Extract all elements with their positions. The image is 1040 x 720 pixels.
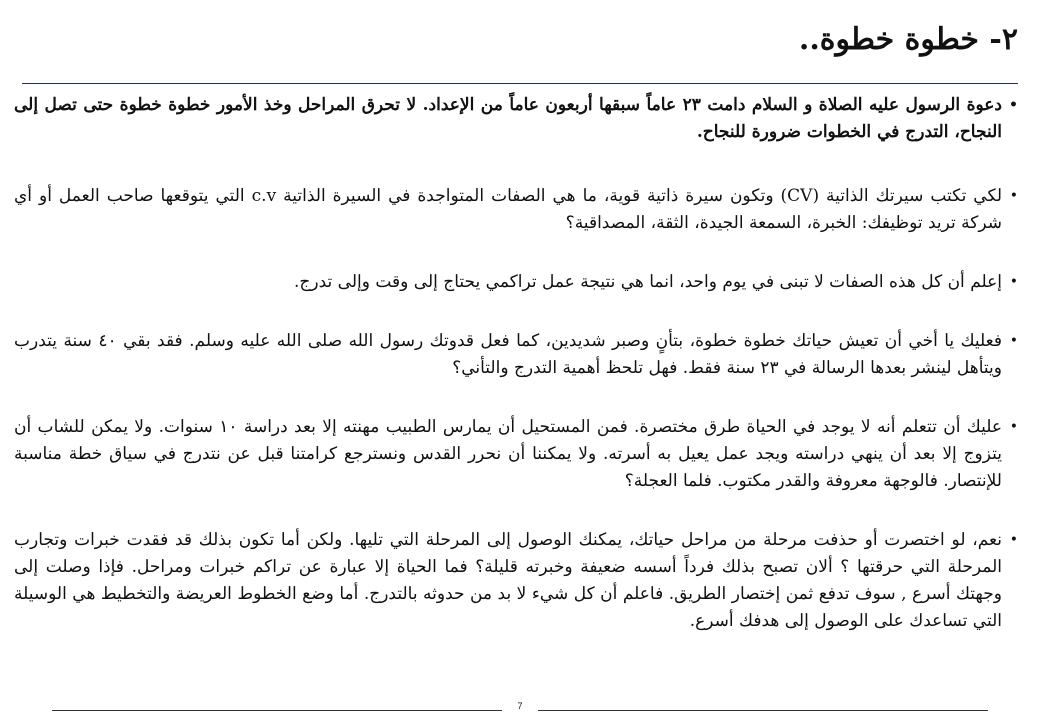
footer-rule-right [538, 710, 988, 711]
paragraph-step-by-step [14, 328, 1018, 382]
paragraph-text: لكي تكتب سيرتك الذاتية (CV) وتكون سيرة ذاتية قوية، ما هي الصفات المتواجدة في السيرة الذاتية c.v التي يتوقعها صاحب العمل أو أي شركة تريد توظيفك: الخبرة، السمعة الجيدة، الثقة، المصداقية؟ [14, 186, 1003, 233]
paragraph-text: نعم، لو اختصرت أو حذفت مرحلة من مراحل حياتك، يمكنك الوصول إلى المرحلة التي تليها. ولكن أما تكون بذلك قد فقدت خبرات وتجارب المرحلة التي حرقتها ؟ ألان تصبح بذلك فرداً أسسه ضعيفة وخبرته قليلة؟ فما الحياة إلا عبارة عن تراكم خبرات ومراحل. فإذا وصلت إلى وجهتك أسرع , سوف تدفع ثمن إختصار الطريق. فاعلم أن كل شيء لا بد من حدوثه بالتدرج. أما وضع الخطوط العريضة والتخطيط هي الوسيلة التي تساعدك على الوصول إلى هدفك أسرع. [14, 530, 1002, 631]
bullet-icon: • [1009, 274, 1018, 290]
paragraph-text: فعليك يا أخي أن تعيش حياتك خطوة خطوة، بتأنٍ وصبر شديدين، كما فعل قدوتك رسول الله صلى الله عليه وسلم. فقد بقي ٤٠ سنة يتدرب ويتأهل لينشر بعدها الرسالة في ٢٣ سنة فقط. فهل تلحظ أهمية التدرج والتأني؟ [14, 331, 1003, 378]
bullet-icon: • [1009, 188, 1018, 204]
page-number: 7 [517, 701, 523, 711]
paragraph-qualities [14, 269, 1018, 296]
bullet-icon: • [1009, 97, 1018, 113]
intro-paragraph [14, 92, 1018, 146]
paragraph-skipping-stages [14, 527, 1018, 635]
bullet-icon: • [1009, 333, 1018, 349]
content-body [14, 92, 1018, 635]
page-title: ٢- خطوة خطوة.. [798, 22, 1018, 57]
paragraph-no-shortcuts [14, 414, 1018, 495]
title-divider [22, 83, 1018, 84]
intro-text: دعوة الرسول عليه الصلاة و السلام دامت ٢٣ عاماً سبقها أربعون عاماً من الإعداد. لا تحرق المراحل وخذ الأمور خطوة خطوة حتى تصل إلى النجاح، التدرج في الخطوات ضرورة للنجاح. [14, 95, 1002, 142]
bullet-icon: • [1009, 532, 1018, 548]
paragraph-cv [14, 183, 1018, 237]
paragraph-text: عليك أن تتعلم أنه لا يوجد في الحياة طرق مختصرة. فمن المستحيل أن يمارس الطبيب مهنته إلا بعد دراسة ١٠ سنوات. ولا يمكن للشاب أن يتزوج إلا بعد أن ينهي دراسته ويجد عمل يعيل به أسرته. ولا يمكننا أن نحرر القدس ونسترجع كرامتنا قبل عن نتدرج في سياق خطة مناسبة للإنتصار. فالوجهة معروفة والقدر مكتوب. فلما العجلة؟ [14, 417, 1003, 491]
footer-rule-left [52, 710, 502, 711]
bullet-icon: • [1009, 419, 1018, 435]
paragraph-text: إعلم أن كل هذه الصفات لا تبنى في يوم واحد، انما هي نتيجة عمل تراكمي يحتاج إلى وقت وإلى تدرج. [294, 272, 1002, 292]
